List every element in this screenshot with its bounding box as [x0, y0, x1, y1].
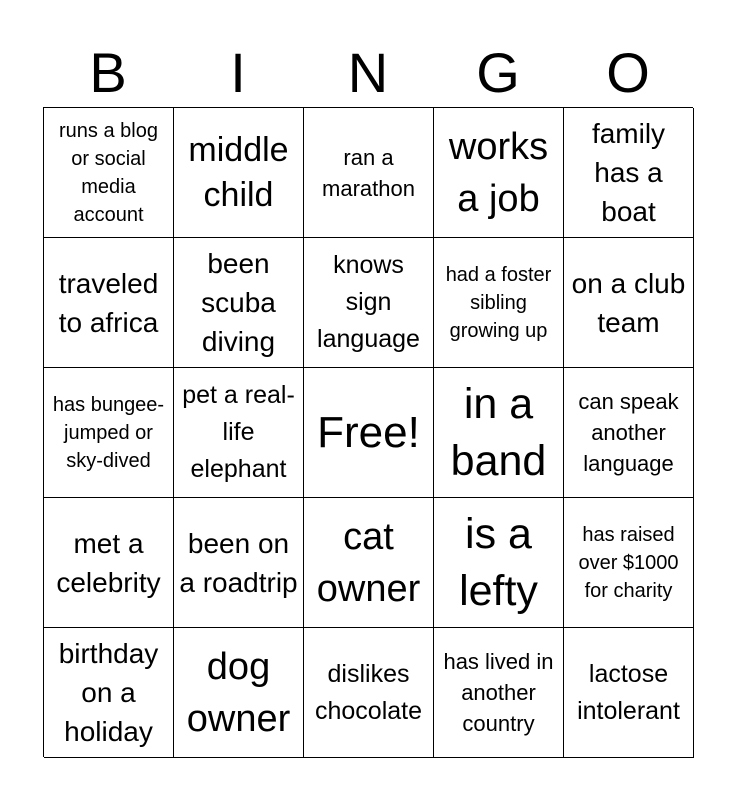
bingo-cell[interactable]: [434, 498, 564, 628]
bingo-cell-free[interactable]: [304, 368, 434, 498]
cell-text: in a band: [450, 379, 547, 485]
bingo-cell[interactable]: [44, 108, 174, 238]
header-letter-i: I: [230, 41, 246, 104]
cell-text: pet a real-life elephant: [182, 381, 295, 483]
bingo-cell[interactable]: [174, 108, 304, 238]
cell-text: has bungee-jumped or sky-dived: [52, 393, 165, 472]
bingo-cell[interactable]: [174, 498, 304, 628]
cell-text: lactose intolerant: [577, 659, 680, 725]
bingo-cell[interactable]: [434, 238, 564, 368]
cell-text: knows sign language: [317, 251, 420, 353]
cell-text: cat owner: [316, 515, 421, 610]
bingo-cell[interactable]: [304, 238, 434, 368]
cell-text: met a celebrity: [56, 527, 161, 598]
bingo-cell[interactable]: [44, 498, 174, 628]
cell-text: birthday on a holiday: [58, 638, 159, 747]
header-letter-g: G: [476, 41, 520, 104]
bingo-cell[interactable]: [304, 498, 434, 628]
bingo-cell[interactable]: [434, 628, 564, 758]
cell-text: traveled to africa: [58, 267, 159, 338]
cell-text: Free!: [317, 407, 420, 457]
cell-text: runs a blog or social media account: [59, 119, 158, 226]
bingo-cell[interactable]: [44, 368, 174, 498]
cell-text: has lived in another country: [443, 649, 554, 736]
cell-text: is a lefty: [459, 509, 538, 615]
bingo-cell[interactable]: [174, 628, 304, 758]
bingo-header: [43, 38, 693, 108]
bingo-cell[interactable]: [434, 108, 564, 238]
cell-text: family has a boat: [591, 118, 666, 227]
bingo-cell[interactable]: [564, 238, 694, 368]
bingo-cell[interactable]: [44, 238, 174, 368]
cell-text: been on a roadtrip: [179, 527, 298, 598]
cell-text: has raised over $1000 for charity: [578, 523, 679, 602]
cell-text: dislikes chocolate: [314, 659, 423, 725]
bingo-cell[interactable]: [564, 498, 694, 628]
bingo-cell[interactable]: [174, 238, 304, 368]
bingo-grid: [43, 107, 693, 757]
cell-text: middle child: [188, 130, 289, 214]
bingo-cell[interactable]: [564, 108, 694, 238]
cell-text: can speak another language: [578, 389, 679, 476]
bingo-cell[interactable]: [564, 368, 694, 498]
bingo-cell[interactable]: [174, 368, 304, 498]
bingo-cell[interactable]: [304, 108, 434, 238]
bingo-cell[interactable]: [304, 628, 434, 758]
header-letter-b: B: [89, 41, 127, 104]
header-letter-n: N: [347, 41, 389, 104]
bingo-cell[interactable]: [434, 368, 564, 498]
cell-text: on a club team: [571, 267, 686, 338]
cell-text: works a job: [448, 125, 549, 220]
bingo-cell[interactable]: [564, 628, 694, 758]
cell-text: ran a marathon: [322, 144, 415, 201]
bingo-cell[interactable]: [44, 628, 174, 758]
cell-text: dog owner: [186, 645, 291, 740]
header-letter-o: O: [606, 41, 650, 104]
cell-text: been scuba diving: [201, 248, 276, 357]
cell-text: had a foster sibling growing up: [445, 263, 552, 342]
